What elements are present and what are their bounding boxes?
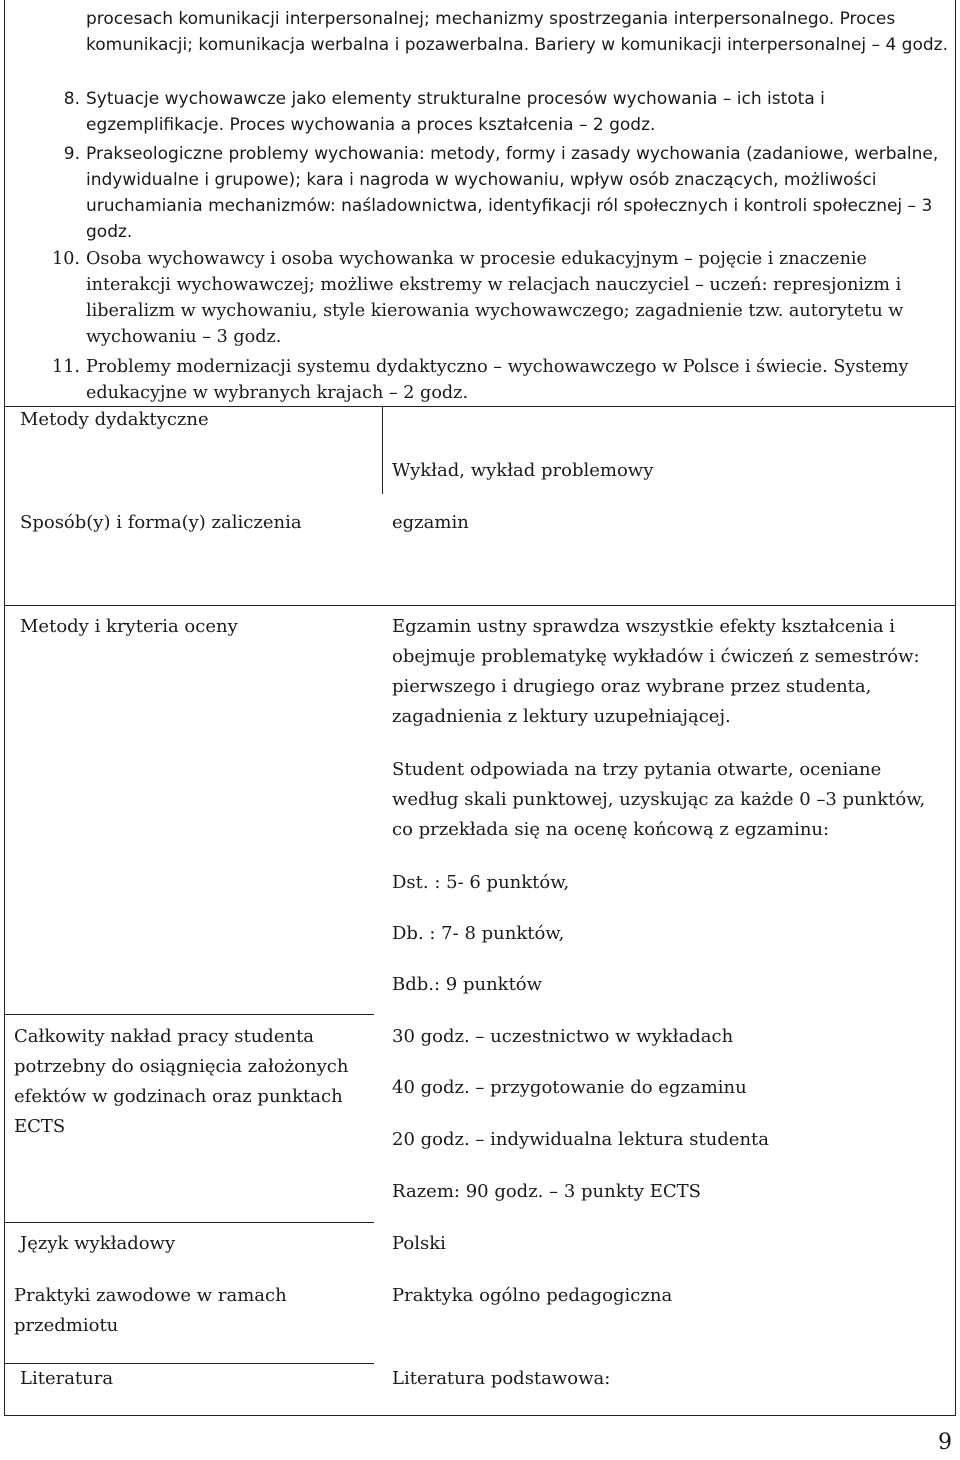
workload-total: Razem: 90 godz. – 3 punkty ECTS — [392, 1181, 702, 1202]
workload-line: 40 godz. – przygotowanie do egzaminu — [392, 1077, 747, 1098]
methods-label: Metody dydaktyczne — [20, 409, 209, 430]
program-item-text: Osoba wychowawcy i osoba wychowanka w procesie edukacyjnym – pojęcie i znaczenie interakcji wychowawczej; możliwe ekstremy w relacjach nauczyciel – uczeń: represjonizm i liberalizm w wychowaniu, style kierowania wychowawczego; zagadnienie tzw. autorytetu w wychowaniu – 3 godz. — [86, 249, 904, 347]
workload-line: 20 godz. – indywidualna lektura studenta — [392, 1129, 770, 1150]
internship-value: Praktyka ogólno pedagogiczna — [392, 1285, 673, 1306]
program-item — [52, 354, 948, 406]
criteria-paragraph-1: Egzamin ustny sprawdza wszystkie efekty kształcenia i obejmuje problematykę wykładów i ćwiczeń z semestrów: pierwszego i drugiego oraz wybrane przez studenta, zagadnienia z lektury uzupełniającej. — [392, 616, 920, 727]
literature-label: Literatura — [20, 1368, 114, 1389]
program-item-text: Sytuacje wychowawcze jako elementy strukturalne procesów wychowania – ich istota i egzemplifikacje. Proces wychowania a proces kształcenia – 2 godz. — [86, 89, 825, 135]
language-label: Język wykładowy — [20, 1233, 176, 1254]
page-number: 9 — [938, 1430, 952, 1455]
assessment-form-value: egzamin — [392, 512, 469, 533]
program-item — [63, 141, 948, 245]
row-divider — [4, 1014, 374, 1015]
program-item-text: Problemy modernizacji systemu dydaktyczno – wychowawczego w Polsce i świecie. Systemy edukacyjne w wybranych krajach – 2 godz. — [86, 357, 909, 403]
workload-label: Całkowity nakład pracy studenta potrzebny do osiągnięcia założonych efektów w godzinach oraz punktach ECTS — [14, 1026, 349, 1137]
grade-bdb: Bdb.: 9 punktów — [392, 974, 543, 995]
program-item — [86, 6, 948, 58]
criteria-label: Metody i kryteria oceny — [20, 616, 238, 637]
workload-line: 30 godz. – uczestnictwo w wykładach — [392, 1026, 734, 1047]
program-item-text: Prakseologiczne problemy wychowania: metody, formy i zasady wychowania (zadaniowe, werbalne, indywidualne i grupowe); kara i nagroda w wychowaniu, wpływ osób znaczących, możliwości uruchamiania mechanizmów: naśladownictwa, identyfikacji ról społecznych i kontroli społecznej – 3 godz. — [86, 144, 939, 242]
internship-label: Praktyki zawodowe w ramach przedmiotu — [14, 1285, 287, 1336]
program-item — [63, 86, 948, 138]
grade-db: Db. : 7- 8 punktów, — [392, 923, 565, 944]
row-divider — [4, 605, 956, 606]
program-item-number: 9. — [63, 144, 80, 164]
program-item-number: 10. — [52, 249, 80, 269]
column-divider — [382, 406, 383, 494]
assessment-form-label: Sposób(y) i forma(y) zaliczenia — [20, 512, 302, 533]
program-item — [52, 246, 948, 350]
program-item-number: 8. — [63, 89, 80, 109]
grade-dst: Dst. : 5- 6 punktów, — [392, 872, 570, 893]
program-item-text: procesach komunikacji interpersonalnej; mechanizmy spostrzegania interpersonalnego. Proces komunikacji; komunikacja werbalna i pozawerbalna. Bariery w komunikacji interpersonalnej – 4 godz. — [86, 9, 948, 55]
row-divider — [4, 1222, 374, 1223]
literature-value: Literatura podstawowa: — [392, 1368, 611, 1389]
language-value: Polski — [392, 1233, 446, 1254]
methods-value: Wykład, wykład problemowy — [392, 460, 654, 481]
criteria-paragraph-2: Student odpowiada na trzy pytania otwarte, oceniane według skali punktowej, uzyskując za każde 0 –3 punktów, co przekłada się na ocenę końcową z egzaminu: — [392, 759, 926, 840]
program-item-number: 11. — [52, 357, 80, 377]
